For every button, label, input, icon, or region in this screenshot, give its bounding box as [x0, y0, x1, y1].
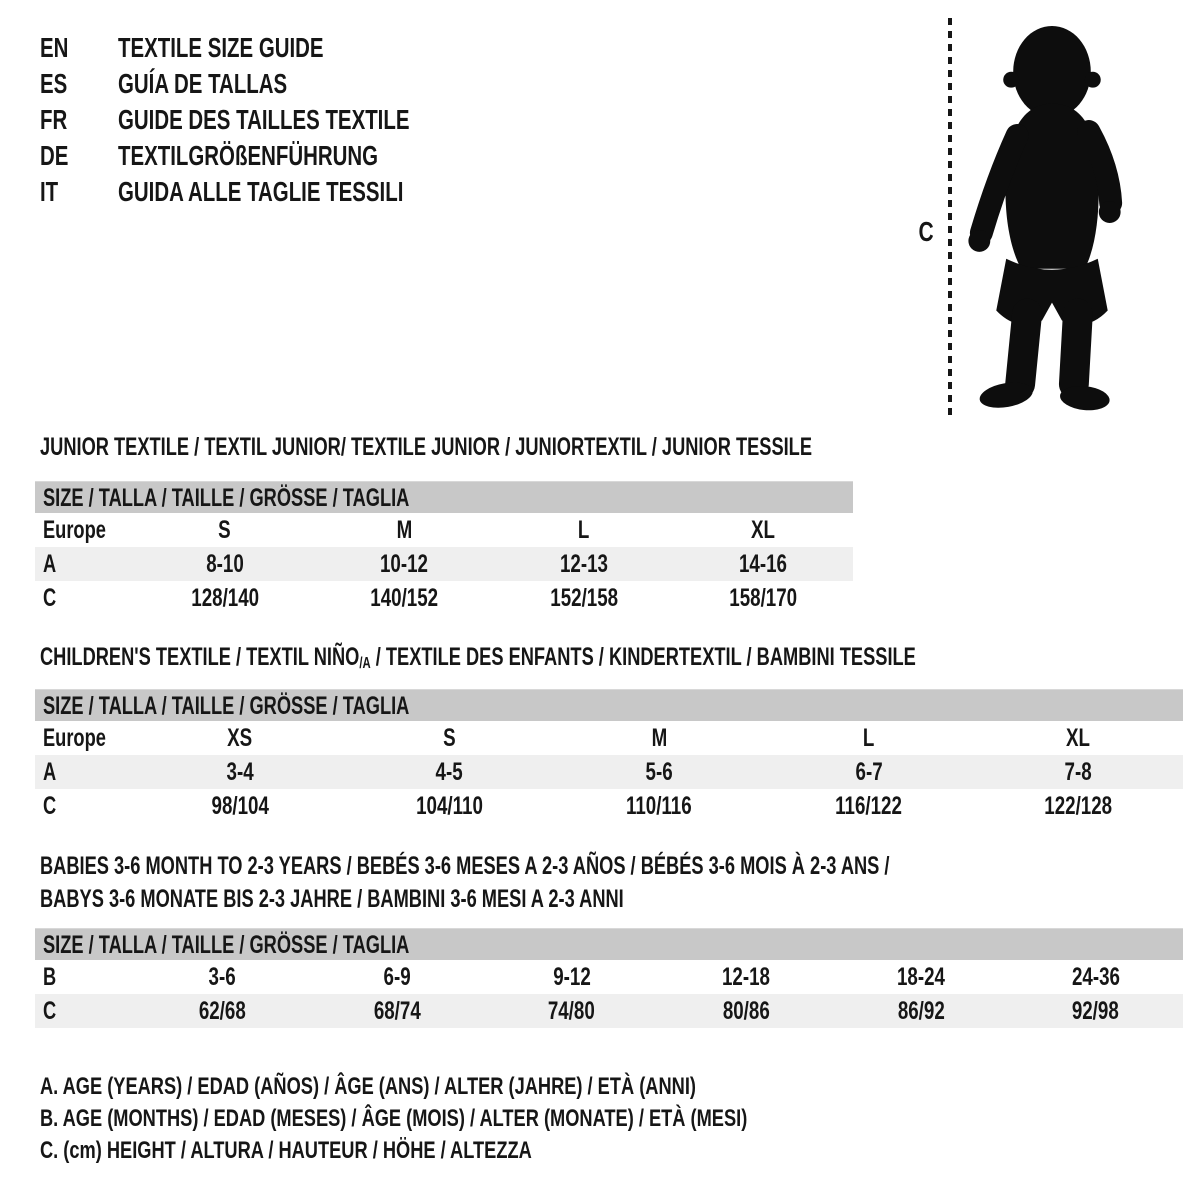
cell-value: 104/110 [416, 792, 483, 820]
table-row-height [35, 994, 1183, 1028]
cell-value: 10-12 [380, 550, 429, 578]
cell-value: 140/152 [370, 584, 439, 612]
size-table-babies [35, 928, 1183, 1028]
row-label: A [43, 758, 57, 786]
cell-value: S [218, 516, 232, 544]
table-row-age-months [35, 960, 1183, 994]
table-header-bar: SIZE / TALLA / TAILLE / GRÖSSE / TAGLIA [35, 928, 1183, 960]
cell-value: 68/74 [373, 997, 421, 1025]
row-label: C [43, 584, 57, 612]
table-row-age [35, 755, 1183, 789]
section-title-babies-line1: BABIES 3-6 MONTH TO 2-3 YEARS / BEBÉS 3-6 MESES A 2-3 AÑOS / BÉBÉS 3-6 MOIS À 2-3 ANS / [40, 852, 890, 880]
language-code: ES [40, 68, 68, 99]
language-label: GUÍA DE TALLAS [118, 68, 288, 99]
table-row-age [35, 547, 853, 581]
row-label: Europe [43, 724, 106, 752]
language-row-es [40, 66, 517, 102]
toddler-silhouette-icon [958, 20, 1140, 418]
cell-value: 110/116 [626, 792, 692, 820]
cell-value: 122/128 [1044, 792, 1113, 820]
cell-value: 8-10 [205, 550, 244, 578]
section-title-children: CHILDREN'S TEXTILE / TEXTIL NIÑO/A / TEXTILE DES ENFANTS / KINDERTEXTIL / BAMBINI TESSILE [40, 643, 916, 672]
row-label: B [43, 963, 57, 991]
row-label: C [43, 997, 57, 1025]
language-code: IT [40, 176, 59, 207]
section-title-junior: JUNIOR TEXTILE / TEXTIL JUNIOR/ TEXTILE JUNIOR / JUNIORTEXTIL / JUNIOR TESSILE [40, 433, 813, 461]
row-label: C [43, 792, 57, 820]
cell-value: 62/68 [198, 997, 246, 1025]
cell-value: M [396, 516, 413, 544]
cell-value: XS [227, 724, 253, 752]
language-label: GUIDA ALLE TAGLIE TESSILI [118, 176, 404, 207]
cell-value: 24-36 [1071, 963, 1120, 991]
cell-value: 6-7 [855, 758, 883, 786]
table-header-bar: SIZE / TALLA / TAILLE / GRÖSSE / TAGLIA [35, 481, 853, 513]
height-measure-dashed-line [948, 18, 952, 418]
language-list [40, 30, 517, 210]
cell-value: 116/122 [835, 792, 902, 820]
cell-value: L [862, 724, 875, 752]
cell-value: 80/86 [722, 997, 770, 1025]
height-measure-label: C [918, 216, 934, 247]
legend-line-a: A. AGE (YEARS) / EDAD (AÑOS) / ÂGE (ANS) / ALTER (JAHRE) / ETÀ (ANNI) [40, 1073, 696, 1100]
cell-value: 98/104 [211, 792, 269, 820]
table-row-height [35, 581, 853, 615]
row-label: Europe [43, 516, 106, 544]
language-label: TEXTILGRÖßENFÜHRUNG [118, 140, 379, 171]
cell-value: XL [751, 516, 776, 544]
language-row-de [40, 138, 517, 174]
language-row-it [40, 174, 517, 210]
language-label: TEXTILE SIZE GUIDE [118, 32, 324, 63]
language-code: FR [40, 104, 68, 135]
cell-value: S [443, 724, 456, 752]
cell-value: M [651, 724, 667, 752]
language-row-fr [40, 102, 517, 138]
table-header-bar: SIZE / TALLA / TAILLE / GRÖSSE / TAGLIA [35, 689, 1183, 721]
cell-value: 158/170 [729, 584, 798, 612]
row-label: A [43, 550, 57, 578]
title-subscript: /A [359, 655, 371, 672]
size-table-children [35, 689, 1183, 823]
cell-value: 18-24 [897, 963, 945, 991]
cell-value: 74/80 [548, 997, 596, 1025]
table-row-europe [35, 721, 1183, 755]
language-row-en [40, 30, 517, 66]
cell-value: 92/98 [1072, 997, 1120, 1025]
section-title-babies-line2: BABYS 3-6 MONATE BIS 2-3 JAHRE / BAMBINI 3-6 MESI A 2-3 ANNI [40, 885, 624, 913]
cell-value: 5-6 [645, 758, 673, 786]
cell-value: 12-13 [559, 550, 608, 578]
cell-value: 152/158 [549, 584, 618, 612]
cell-value: 7-8 [1064, 758, 1092, 786]
cell-value: 6-9 [383, 963, 411, 991]
table-row-height [35, 789, 1183, 823]
cell-value: 128/140 [190, 584, 259, 612]
cell-value: 86/92 [897, 997, 945, 1025]
legend [40, 1071, 971, 1167]
cell-value: 4-5 [435, 758, 463, 786]
legend-line-c: C. (cm) HEIGHT / ALTURA / HAUTEUR / HÖHE / ALTEZZA [40, 1137, 532, 1164]
language-label: GUIDE DES TAILLES TEXTILE [118, 104, 410, 135]
language-code: EN [40, 32, 69, 63]
cell-value: 9-12 [552, 963, 591, 991]
cell-value: 12-18 [722, 963, 771, 991]
language-code: DE [40, 140, 69, 171]
size-table-junior [35, 481, 853, 615]
table-row-europe [35, 513, 853, 547]
cell-value: 14-16 [739, 550, 788, 578]
cell-value: L [578, 516, 590, 544]
legend-line-b: B. AGE (MONTHS) / EDAD (MESES) / ÂGE (MOIS) / ALTER (MONATE) / ETÀ (MESI) [40, 1105, 748, 1132]
cell-value: XL [1066, 724, 1091, 752]
cell-value: 3-6 [208, 963, 236, 991]
cell-value: 3-4 [226, 758, 254, 786]
